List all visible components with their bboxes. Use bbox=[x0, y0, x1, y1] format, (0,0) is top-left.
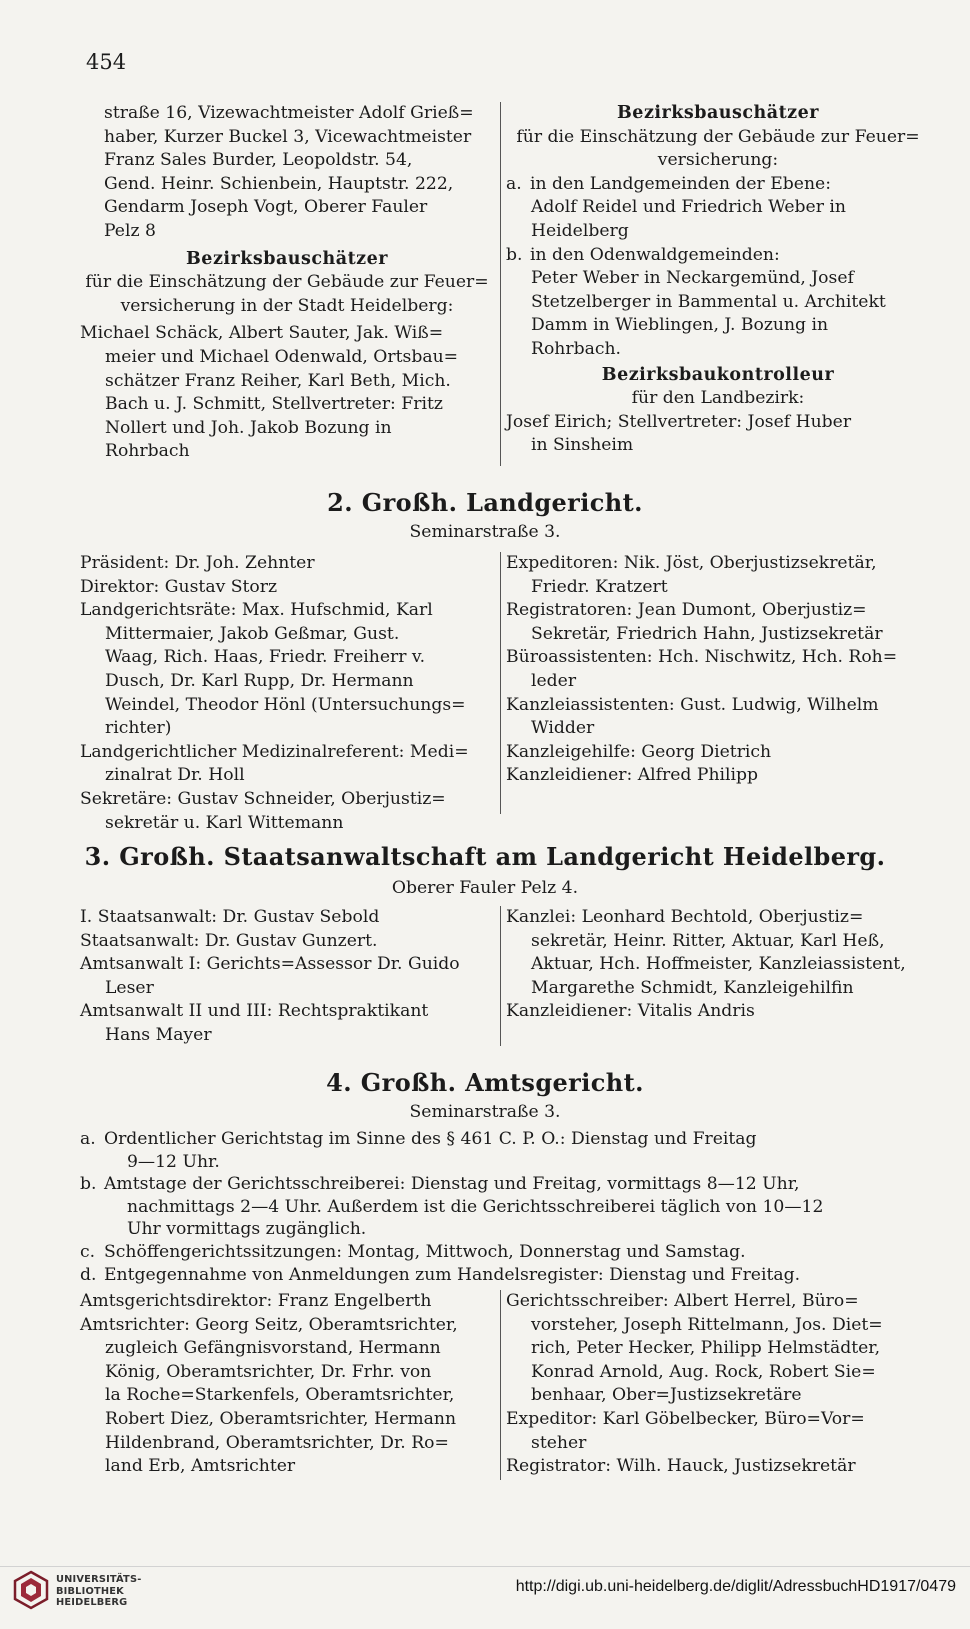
list-label: b. bbox=[80, 1174, 97, 1195]
sec4-right-column bbox=[506, 1290, 930, 1479]
list-item-line bbox=[80, 1241, 930, 1264]
section-address: Seminarstraße 3. bbox=[409, 522, 561, 542]
text-line: Dusch, Dr. Karl Rupp, Dr. Hermann bbox=[105, 670, 414, 691]
text-line: Expeditor: Karl Göbelbecker, Büro=Vor= bbox=[506, 1408, 865, 1429]
text-line: Aktuar, Hch. Hoffmeister, Kanzleiassistent, bbox=[531, 954, 906, 975]
section-address: Seminarstraße 3. bbox=[409, 1102, 561, 1122]
text-line: vorsteher, Joseph Rittelmann, Jos. Diet= bbox=[531, 1314, 883, 1335]
section-address: Oberer Fauler Pelz 4. bbox=[391, 878, 579, 898]
list-item-line bbox=[80, 1173, 930, 1196]
column-divider bbox=[500, 906, 501, 1046]
list-item-line bbox=[80, 1218, 930, 1241]
text-line: Widder bbox=[531, 718, 595, 739]
text-line: Waag, Rich. Haas, Friedr. Freiherr v. bbox=[105, 647, 426, 668]
text-line: Amtsgerichtsdirektor: Franz Engelberth bbox=[80, 1291, 432, 1311]
text-line: Schöffengerichtssitzungen: Montag, Mittwoch, Donnerstag und Samstag. bbox=[104, 1241, 746, 1262]
list-label: b. bbox=[506, 244, 523, 265]
text-line: für die Einschätzung der Gebäude zur Feuer= bbox=[85, 272, 489, 293]
list-item-line bbox=[80, 1151, 930, 1174]
text-line: la Roche=Starkenfels, Oberamtsrichter, bbox=[105, 1385, 455, 1406]
text-line: Entgegennahme von Anmeldungen zum Handelsregister: Dienstag und Freitag. bbox=[104, 1264, 801, 1285]
text-line: Landgerichtlicher Medizinalreferent: Medi= bbox=[80, 741, 469, 762]
text-line: Adolf Reidel und Friedrich Weber in bbox=[531, 197, 846, 218]
text-line: Direktor: Gustav Storz bbox=[80, 576, 278, 597]
top-left-column bbox=[80, 102, 494, 464]
column-divider bbox=[500, 552, 501, 814]
sec3-left-column bbox=[80, 906, 494, 1048]
footer-divider bbox=[0, 1566, 970, 1567]
text-line: Josef Eirich; Stellvertreter: Josef Huber bbox=[506, 411, 852, 432]
text-line: Kanzlei: Leonhard Bechtold, Oberjustiz= bbox=[506, 907, 864, 927]
list-label: d. bbox=[80, 1264, 97, 1285]
text-line: schätzer Franz Reiher, Karl Beth, Mich. bbox=[105, 370, 451, 391]
column-divider bbox=[500, 1290, 501, 1480]
text-line: Kanzleidiener: Vitalis Andris bbox=[506, 1001, 755, 1022]
text-line: Konrad Arnold, Aug. Rock, Robert Sie= bbox=[531, 1361, 876, 1382]
library-name-line: UNIVERSITÄTS- bbox=[56, 1574, 142, 1585]
text-line: richter) bbox=[105, 718, 172, 739]
text-line: Registratoren: Jean Dumont, Oberjustiz= bbox=[506, 600, 867, 621]
top-right-column bbox=[506, 102, 930, 458]
text-line: Präsident: Dr. Joh. Zehnter bbox=[80, 553, 315, 573]
sec4-items bbox=[80, 1128, 930, 1286]
text-line: Rohrbach. bbox=[531, 338, 621, 359]
text-line: Franz Sales Burder, Leopoldstr. 54, bbox=[104, 150, 413, 171]
text-line: Mittermaier, Jakob Geßmar, Gust. bbox=[105, 623, 400, 644]
text-line: 9—12 Uhr. bbox=[127, 1151, 220, 1172]
page-number: 454 bbox=[86, 50, 127, 74]
list-item-line bbox=[80, 1196, 930, 1219]
text-line: straße 16, Vizewachtmeister Adolf Grieß= bbox=[104, 103, 474, 123]
text-line: Amtstage der Gerichtsschreiberei: Dienstag und Freitag, vormittags 8—12 Uhr, bbox=[104, 1174, 800, 1195]
text-line: Gendarm Joseph Vogt, Oberer Fauler bbox=[104, 197, 428, 218]
section-title: 3. Großh. Staatsanwaltschaft am Landgericht Heidelberg. bbox=[84, 842, 886, 871]
text-line: in den Landgemeinden der Ebene: bbox=[530, 173, 831, 194]
text-line: Registrator: Wilh. Hauck, Justizsekretär bbox=[506, 1456, 856, 1477]
text-line: Robert Diez, Oberamtsrichter, Hermann bbox=[105, 1408, 457, 1429]
text-line: sekretär, Heinr. Ritter, Aktuar, Karl Heß, bbox=[531, 930, 885, 951]
column-divider bbox=[500, 102, 501, 466]
text-line: steher bbox=[531, 1432, 587, 1453]
text-line: für den Landbezirk: bbox=[631, 388, 805, 409]
list-label: c. bbox=[80, 1241, 96, 1262]
text-line: Amtsanwalt II und III: Rechtspraktikant bbox=[80, 1001, 429, 1022]
text-line: nachmittags 2—4 Uhr. Außerdem ist die Gerichtsschreiberei täglich von 10—12 bbox=[127, 1196, 824, 1217]
text-line: leder bbox=[531, 670, 577, 691]
text-line: benhaar, Ober=Justizsekretäre bbox=[531, 1385, 802, 1406]
text-line: Kanzleigehilfe: Georg Dietrich bbox=[506, 741, 772, 762]
text-line: Friedr. Kratzert bbox=[531, 576, 668, 597]
text-line: Staatsanwalt: Dr. Gustav Gunzert. bbox=[80, 930, 378, 951]
text-line: König, Oberamtsrichter, Dr. Frhr. von bbox=[105, 1361, 432, 1382]
text-line: Sekretäre: Gustav Schneider, Oberjustiz= bbox=[80, 788, 446, 809]
text-line: Landgerichtsräte: Max. Hufschmid, Karl bbox=[80, 600, 433, 621]
text-line: Hans Mayer bbox=[105, 1024, 212, 1045]
text-line: land Erb, Amtsrichter bbox=[105, 1456, 296, 1477]
sec2-left-column bbox=[80, 552, 494, 835]
text-line: I. Staatsanwalt: Dr. Gustav Sebold bbox=[80, 907, 380, 927]
list-label: a. bbox=[80, 1129, 96, 1149]
text-line: meier und Michael Odenwald, Ortsbau= bbox=[105, 346, 459, 367]
text-line: Damm in Wieblingen, J. Bozung in bbox=[531, 315, 829, 336]
text-line: Gend. Heinr. Schienbein, Hauptstr. 222, bbox=[104, 173, 454, 194]
text-line: Amtsanwalt I: Gerichts=Assessor Dr. Guido bbox=[80, 954, 460, 975]
library-name-line: HEIDELBERG bbox=[56, 1597, 128, 1608]
library-logo-icon bbox=[12, 1570, 50, 1610]
section-title: 4. Großh. Amtsgericht. bbox=[326, 1068, 644, 1097]
section-heading: Bezirksbaukontrolleur bbox=[601, 364, 835, 385]
text-line: versicherung in der Stadt Heidelberg: bbox=[120, 295, 454, 316]
text-line: Kanzleiassistenten: Gust. Ludwig, Wilhelm bbox=[506, 694, 879, 715]
text-line: Heidelberg bbox=[531, 220, 629, 241]
text-line: Uhr vormittags zugänglich. bbox=[127, 1219, 367, 1240]
text-line: Sekretär, Friedrich Hahn, Justizsekretär bbox=[531, 623, 883, 644]
sec2-right-column bbox=[506, 552, 930, 788]
text-line: sekretär u. Karl Wittemann bbox=[105, 812, 344, 833]
text-line: Stetzelberger in Bammental u. Architekt bbox=[531, 291, 886, 312]
text-line: Pelz 8 bbox=[104, 220, 156, 241]
text-line: zugleich Gefängnisvorstand, Hermann bbox=[105, 1338, 441, 1359]
text-line: haber, Kurzer Buckel 3, Vicewachtmeister bbox=[104, 126, 472, 147]
sec3-right-column bbox=[506, 906, 930, 1024]
text-line: Weindel, Theodor Hönl (Untersuchungs= bbox=[105, 694, 466, 715]
text-line: Margarethe Schmidt, Kanzleigehilfin bbox=[531, 977, 854, 998]
text-line: Ordentlicher Gerichtstag im Sinne des § 461 C. P. O.: Dienstag und Freitag bbox=[104, 1129, 757, 1149]
text-line: rich, Peter Hecker, Philipp Helmstädter, bbox=[531, 1338, 881, 1359]
text-line: Bach u. J. Schmitt, Stellvertreter: Fritz bbox=[105, 394, 443, 415]
text-line: in Sinsheim bbox=[531, 435, 634, 456]
text-line: Hildenbrand, Oberamtsrichter, Dr. Ro= bbox=[105, 1432, 449, 1453]
text-line: Gerichtsschreiber: Albert Herrel, Büro= bbox=[506, 1291, 859, 1311]
text-line: versicherung: bbox=[657, 150, 779, 171]
library-name-line: BIBLIOTHEK bbox=[56, 1585, 124, 1597]
text-line: Leser bbox=[105, 977, 154, 998]
text-line: Nollert und Joh. Jakob Bozung in bbox=[105, 417, 392, 438]
list-item-line bbox=[80, 1128, 930, 1151]
section-title: 2. Großh. Landgericht. bbox=[327, 488, 643, 517]
text-line: für die Einschätzung der Gebäude zur Feuer= bbox=[516, 126, 920, 147]
text-line: zinalrat Dr. Holl bbox=[105, 765, 245, 786]
list-item-line bbox=[80, 1264, 930, 1287]
section-heading: Bezirksbauschätzer bbox=[186, 248, 388, 269]
text-line: Expeditoren: Nik. Jöst, Oberjustizsekretär, bbox=[506, 553, 877, 573]
text-line: Rohrbach bbox=[105, 441, 190, 462]
list-label: a. bbox=[506, 173, 522, 194]
sec4-left-column bbox=[80, 1290, 494, 1479]
text-line: in den Odenwaldgemeinden: bbox=[530, 244, 780, 265]
text-line: Kanzleidiener: Alfred Philipp bbox=[506, 765, 759, 786]
text-line: Peter Weber in Neckargemünd, Josef bbox=[531, 268, 854, 289]
section-heading: Bezirksbauschätzer bbox=[617, 103, 819, 123]
library-name bbox=[56, 1574, 141, 1609]
source-url[interactable]: http://digi.ub.uni-heidelberg.de/diglit/AdressbuchHD1917/0479 bbox=[515, 1578, 956, 1595]
text-line: Michael Schäck, Albert Sauter, Jak. Wiß= bbox=[80, 323, 444, 344]
text-line: Amtsrichter: Georg Seitz, Oberamtsrichter, bbox=[80, 1314, 458, 1335]
text-line: Büroassistenten: Hch. Nischwitz, Hch. Roh= bbox=[506, 647, 898, 668]
